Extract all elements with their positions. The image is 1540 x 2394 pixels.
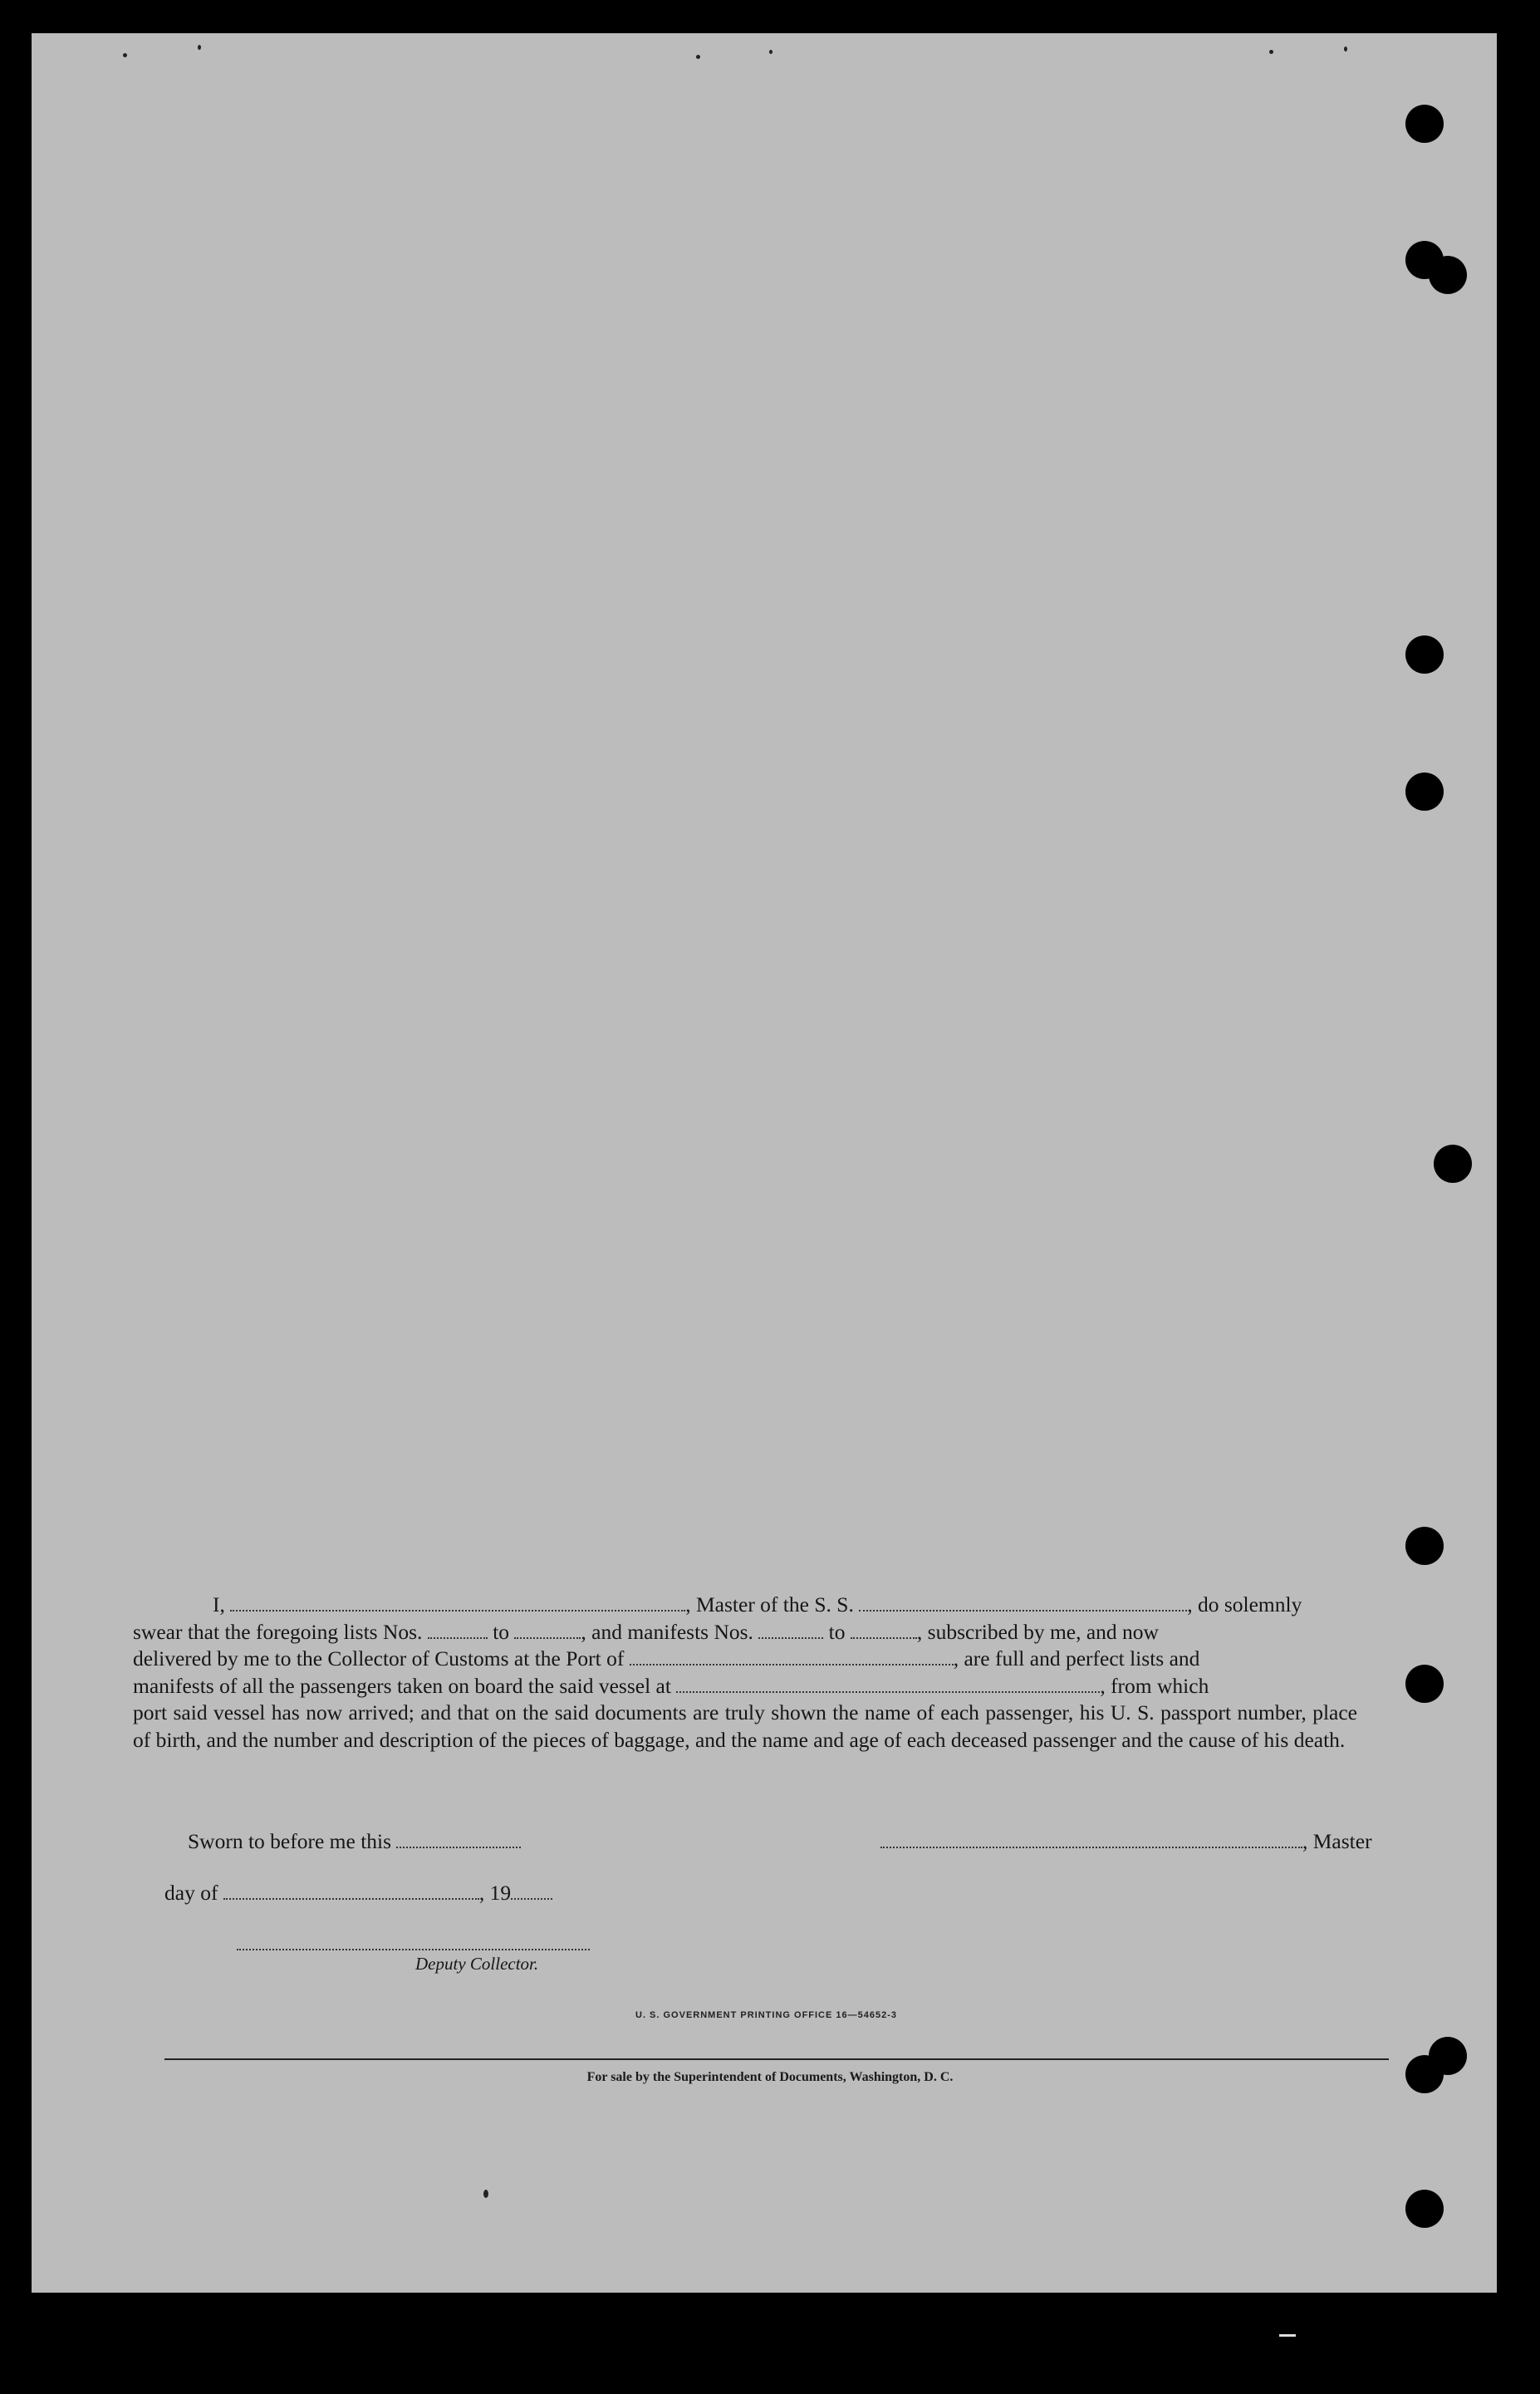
footer-rule xyxy=(164,2058,1389,2060)
oath-to-2: to xyxy=(828,1619,846,1644)
oath-rest: port said vessel has now arrived; and that on the said documents are truly shown the name of each passenger, his U. S. passport number, place of birth, and the number and description of the pieces of baggage, and the name and age of each deceased passenger and the cause of his death. xyxy=(133,1700,1357,1752)
punch-hole xyxy=(1405,773,1444,811)
oath-swear: swear that the foregoing lists Nos. xyxy=(133,1619,423,1644)
master-label: , Master xyxy=(1302,1829,1372,1853)
oath-from-which: , from which xyxy=(1100,1673,1209,1698)
speck xyxy=(1279,2334,1296,2337)
list-to-blank xyxy=(514,1621,581,1639)
punch-hole xyxy=(1429,256,1467,294)
punch-hole xyxy=(1405,1665,1444,1703)
list-from-blank xyxy=(428,1621,488,1639)
day-of-blank xyxy=(223,1881,479,1900)
day-of-label: day of xyxy=(164,1881,218,1905)
punch-hole xyxy=(1405,635,1444,674)
speck xyxy=(1269,50,1273,54)
deputy-collector-label: Deputy Collector. xyxy=(415,1954,539,1974)
punch-hole xyxy=(1405,105,1444,143)
oath-do-solemnly: , do solemnly xyxy=(1187,1592,1302,1616)
sworn-label: Sworn to before me this xyxy=(188,1829,392,1853)
oath-i: I, xyxy=(213,1592,225,1616)
oath-master-of-ss: , Master of the S. S. xyxy=(685,1592,854,1616)
punch-hole xyxy=(1405,2190,1444,2228)
oath-subscribed: , subscribed by me, and now xyxy=(916,1619,1159,1644)
document-page xyxy=(32,33,1497,2293)
day-of-row xyxy=(164,1881,552,1906)
oath-are-full: , are full and perfect lists and xyxy=(953,1646,1200,1670)
sworn-date-blank xyxy=(396,1830,521,1848)
manifest-to-blank xyxy=(851,1621,917,1639)
name-blank xyxy=(230,1593,685,1612)
oath-paragraph xyxy=(133,1592,1357,1754)
year-blank xyxy=(511,1881,552,1900)
speck xyxy=(123,53,127,57)
gpo-imprint: U. S. GOVERNMENT PRINTING OFFICE 16—54652-3 xyxy=(635,2010,898,2020)
departure-port-blank xyxy=(676,1675,1100,1693)
ghost-header-text xyxy=(299,106,308,138)
sale-notice: For sale by the Superintendent of Documents, Washington, D. C. xyxy=(586,2070,954,2084)
oath-delivered: delivered by me to the Collector of Customs at the Port of xyxy=(133,1646,625,1670)
vessel-blank xyxy=(859,1593,1187,1612)
master-signature-blank xyxy=(880,1830,1302,1848)
oath-to-1: to xyxy=(493,1619,510,1644)
sworn-row xyxy=(188,1829,521,1854)
oath-and-manifests: , and manifests Nos. xyxy=(581,1619,753,1644)
speck xyxy=(696,55,700,59)
master-signature-row xyxy=(880,1829,1372,1854)
manifest-from-blank xyxy=(758,1621,823,1639)
speck xyxy=(1344,47,1347,52)
year-prefix: , 19 xyxy=(478,1881,512,1905)
deputy-collector-signature-line xyxy=(237,1949,590,1950)
speck xyxy=(198,45,201,50)
oath-manifests-of: manifests of all the passengers taken on board the said vessel at xyxy=(133,1673,671,1698)
speck xyxy=(769,50,772,54)
punch-hole xyxy=(1434,1145,1472,1183)
speck xyxy=(483,2190,488,2198)
port-blank xyxy=(630,1647,954,1665)
punch-hole xyxy=(1405,1527,1444,1565)
